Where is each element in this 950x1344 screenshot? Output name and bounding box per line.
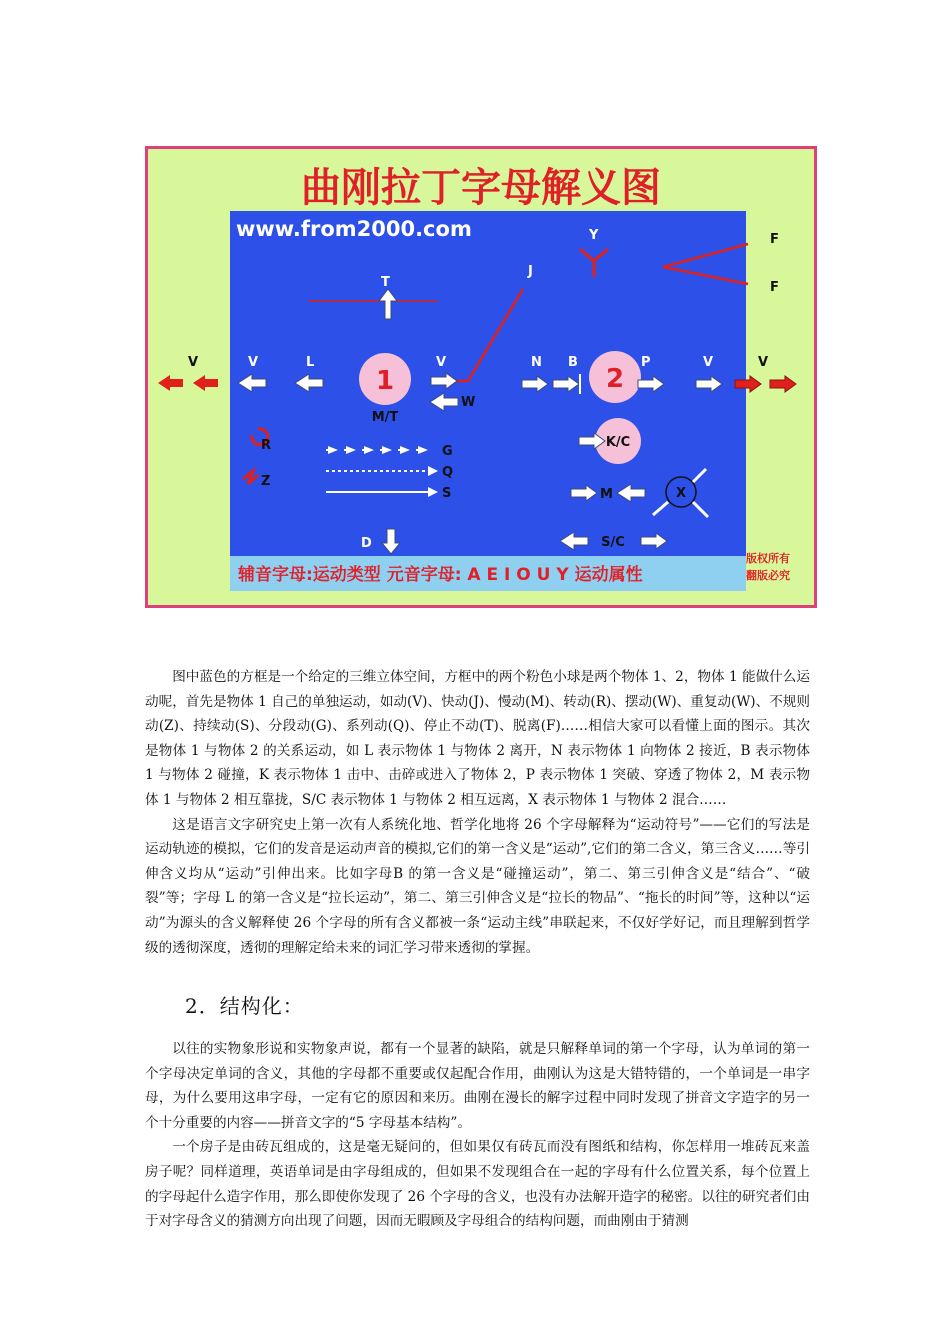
label-r: R bbox=[261, 438, 272, 453]
label-l: L bbox=[306, 355, 315, 370]
label-g: G bbox=[442, 444, 453, 459]
diagram-title: 曲刚拉丁字母解义图 bbox=[301, 165, 661, 211]
section-heading: 2．结构化： bbox=[185, 994, 304, 1018]
label-sc: S/C bbox=[601, 535, 625, 550]
label-v2: V bbox=[248, 355, 259, 370]
kc-label: K/C bbox=[605, 435, 631, 450]
paragraph: 一个房子是由砖瓦组成的，这是毫无疑问的，但如果仅有砖瓦而没有图纸和结构，你怎样用一堆砖瓦来盖房子呢？同样道理，英语单词是由字母组成的，但如果不发现组合在一起的字母有什么位置关系，每个位置上的字母起什么造字作用，那么即使你发现了 26 个字母的含义，也没有办法解开造字的秘密。以往的研究者们由于对字母含义的猜测方向出现了问题，因而无暇顾及字母组合的结构问题，而曲刚由于猜测 bbox=[145, 1139, 810, 1230]
label-w: W bbox=[461, 395, 476, 410]
label-v5: V bbox=[758, 355, 769, 370]
label-b: B bbox=[568, 355, 578, 370]
label-m: M bbox=[600, 487, 613, 502]
label-n: N bbox=[531, 355, 542, 370]
ball-2-number: 2 bbox=[605, 364, 625, 394]
caption-text: 辅音字母:运动类型 元音字母: A E I O U Y 运动属性 bbox=[238, 565, 643, 585]
letter-meaning-diagram bbox=[145, 146, 817, 608]
body-section-2 bbox=[145, 1037, 810, 1234]
label-t: T bbox=[381, 275, 390, 290]
paragraph: 图中蓝色的方框是一个给定的三维立体空间，方框中的两个粉色小球是两个物体 1、2，物体 1 能做什么运动呢，首先是物体 1 自己的单独运动，如动(V)、快动(J)、慢动(M)、转动(R)、摆动(W)、重复动(W)、不规则动(Z)、持续动(S)、分段动(G)、系列动(Q)、停止不动(T)、脱离(F)……相信大家可以看懂上面的图示。其次是物体 1 与物体 2 的关系运动，如 L 表示物体 1 与物体 2 离开，N 表示物体 1 向物体 2 接近，B 表示物体 1 与物体 2 碰撞，K 表示物体 1 击中、击碎或进入了物体 2，P 表示物体 1 突破、穿透了物体 2，M 表示物体 1 与物体 2 相互靠拢，S/C 表示物体 1 与物体 2 相互远离，X 表示物体 1 与物体 2 混合…… bbox=[145, 669, 810, 808]
label-y: Y bbox=[589, 228, 599, 243]
label-v3: V bbox=[436, 355, 447, 370]
label-d: D bbox=[361, 536, 372, 551]
label-f1: F bbox=[770, 232, 779, 247]
copyright-line-2: 翻版必究 bbox=[746, 569, 790, 582]
paragraph: 这是语言文字研究史上第一次有人系统化地、哲学化地将 26 个字母解释为“运动符号”——它们的写法是运动轨迹的模拟，它们的发音是运动声音的模拟,它们的第一含义是“运动”,它们的第二含义，第三含义……等引伸含义均从“运动”引伸出来。比如字母B 的第一含义是“碰撞运动”，第二、第三引伸含义是“结合”、“破裂”等；字母 L 的第一含义是“拉长运动”，第二、第三引伸含义是“拉长的物品”、“拖长的时间”等，这种以“运动”为源头的含义解释使 26 个字母的所有含义都被一条“运动主线”串联起来，不仅好学好记，而且理解到哲学级的透彻深度，透彻的理解定给未来的词汇学习带来透彻的掌握。 bbox=[145, 816, 810, 956]
label-v1: V bbox=[188, 355, 199, 370]
ball-1-label: M/T bbox=[371, 410, 399, 425]
label-s: S bbox=[442, 486, 452, 501]
label-p: P bbox=[641, 355, 651, 370]
site-url: www.from2000.com bbox=[236, 217, 472, 241]
label-v4: V bbox=[703, 355, 714, 370]
ball-1-number: 1 bbox=[375, 366, 395, 396]
paragraph: 以往的实物象形说和实物象声说，都有一个显著的缺陷，就是只解释单词的第一个字母，认为单词的第一个字母决定单词的含义，其他的字母都不重要或仅起配合作用，曲刚认为这是大错特错的，一个单词是一串字母，为什么要用这串字母，一定有它的原因和来历。曲刚在漫长的解字过程中同时发现了拼音文字造字的另一个十分重要的内容——拼音文字的“5 字母基本结构”。 bbox=[145, 1041, 810, 1131]
body-section-1 bbox=[145, 665, 810, 960]
copyright-line-1: 版权所有 bbox=[746, 552, 790, 565]
label-q: Q bbox=[442, 465, 454, 480]
x-label: X bbox=[675, 486, 687, 501]
label-j: J bbox=[528, 264, 533, 279]
label-z: Z bbox=[261, 474, 271, 489]
label-f2: F bbox=[770, 280, 779, 295]
